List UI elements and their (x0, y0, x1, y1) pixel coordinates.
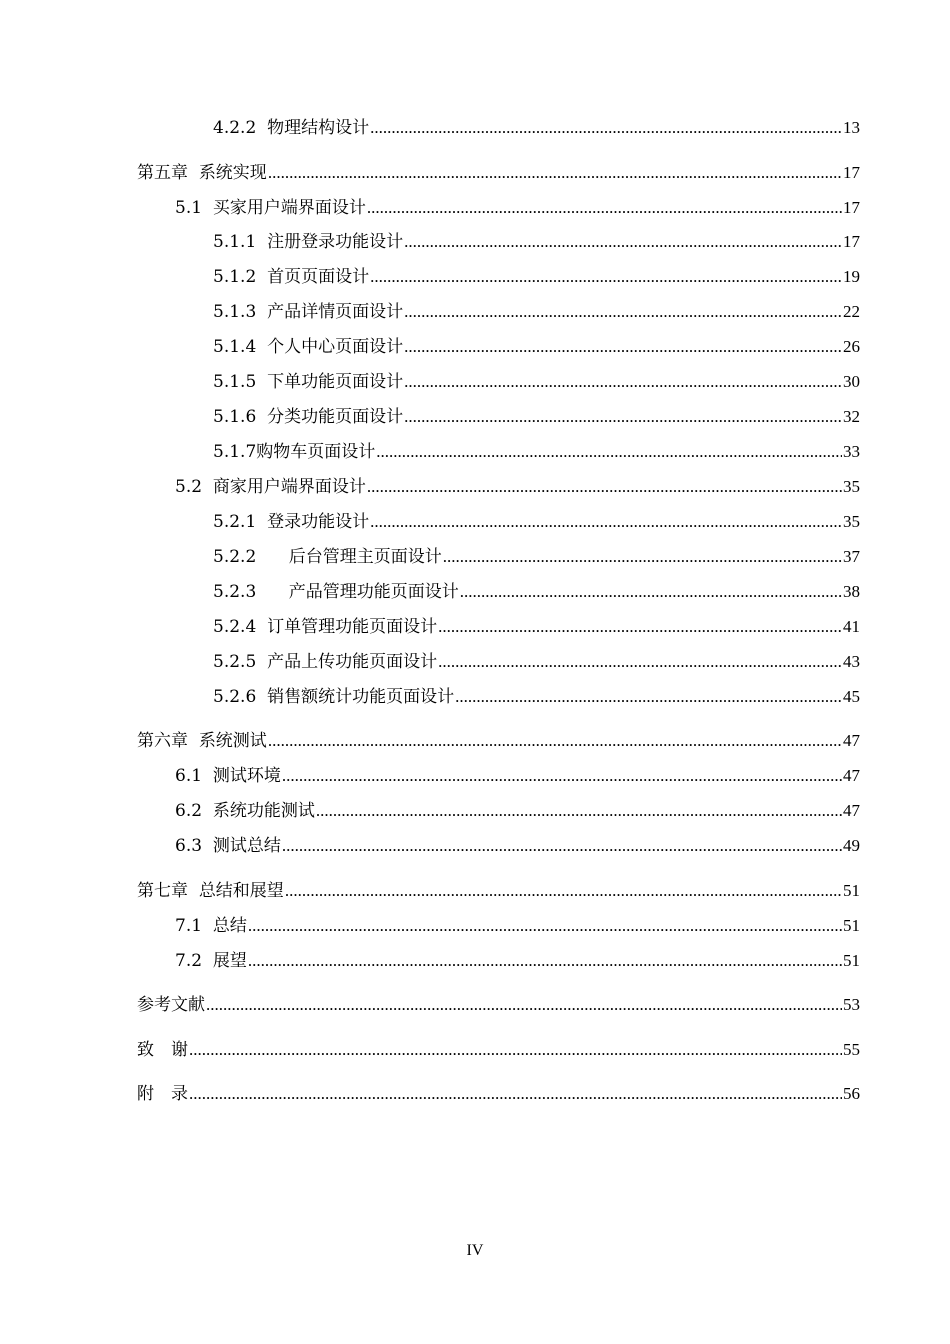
toc-dot-leader (206, 994, 842, 1016)
toc-entry-title: 商家用户端界面设计 (212, 477, 366, 497)
toc-entry-title: 买家用户端界面设计 (212, 198, 366, 218)
toc-entry-title: 附 录 (137, 1084, 188, 1104)
toc-entry-title: 系统测试 (198, 731, 267, 751)
toc-entry-separator (188, 162, 199, 184)
toc-dot-leader (404, 301, 842, 323)
toc-entry-number: 5.1.2 (213, 267, 257, 287)
toc-entry-separator (202, 915, 213, 937)
toc-entry-number: 6.3 (175, 836, 203, 856)
toc-entry-separator (256, 406, 267, 428)
toc-entry[interactable] (175, 800, 860, 822)
toc-entry[interactable] (213, 651, 860, 673)
toc-entry-number: 4.2.2 (213, 118, 257, 138)
toc-entry-title: 总结 (212, 916, 247, 936)
toc-entry-page: 17 (843, 198, 860, 217)
toc-dot-leader (189, 1083, 842, 1105)
toc-entry-separator (256, 511, 267, 533)
toc-entry-number: 第五章 (137, 163, 188, 183)
toc-entry-page: 13 (843, 118, 860, 137)
toc-entry-separator (256, 651, 267, 673)
toc-entry-page: 47 (843, 801, 860, 820)
toc-entry-number: 5.1.1 (213, 232, 257, 252)
toc-entry-page: 30 (843, 372, 860, 391)
toc-dot-leader (404, 231, 842, 253)
toc-entry-title: 订单管理功能页面设计 (267, 617, 438, 637)
toc-dot-leader (282, 835, 842, 857)
toc-dot-leader (443, 546, 842, 568)
toc-entry-separator (256, 301, 267, 323)
toc-entry[interactable] (175, 835, 860, 857)
toc-entry-title: 分类功能页面设计 (267, 407, 404, 427)
toc-entry[interactable] (213, 336, 860, 358)
toc-dot-leader (268, 730, 842, 752)
toc-entry-page: 32 (843, 407, 860, 426)
toc-entry-page: 47 (843, 766, 860, 785)
toc-entry[interactable] (137, 1083, 860, 1105)
toc-entry-separator (202, 950, 213, 972)
toc-entry-number: 6.1 (175, 766, 203, 786)
toc-dot-leader (376, 441, 842, 463)
toc-entry-page: 35 (843, 512, 860, 531)
toc-entry[interactable] (137, 162, 860, 184)
toc-entry[interactable] (213, 406, 860, 428)
toc-entry-number: 5.2.6 (213, 687, 257, 707)
toc-entry-page: 56 (843, 1084, 860, 1103)
toc-entry-number: 5.1.4 (213, 337, 257, 357)
toc-entry[interactable] (213, 686, 860, 708)
toc-dot-leader (248, 915, 842, 937)
toc-dot-leader (404, 406, 842, 428)
toc-entry-title: 系统实现 (198, 163, 267, 183)
toc-entry-number: 5.1.3 (213, 302, 257, 322)
toc-entry[interactable] (175, 950, 860, 972)
toc-entry-title: 参考文献 (137, 995, 205, 1015)
toc-entry-page: 37 (843, 547, 860, 566)
toc-dot-leader (367, 476, 842, 498)
toc-entry-separator (256, 616, 267, 638)
toc-entry-title: 展望 (212, 951, 247, 971)
toc-dot-leader (370, 117, 842, 139)
toc-entry[interactable] (213, 301, 860, 323)
toc-entry-title: 下单功能页面设计 (267, 372, 404, 392)
toc-dot-leader (370, 511, 842, 533)
toc-dot-leader (460, 581, 842, 603)
toc-dot-leader (268, 162, 842, 184)
toc-entry-number: 5.1.7 (213, 442, 257, 462)
toc-dot-leader (404, 371, 842, 393)
toc-entry-separator (188, 880, 199, 902)
toc-entry-separator (202, 476, 213, 498)
toc-entry[interactable] (175, 476, 860, 498)
toc-entry-number: 第七章 (137, 881, 188, 901)
toc-entry-page: 47 (843, 731, 860, 750)
toc-entry-title: 购物车页面设计 (256, 442, 376, 462)
toc-entry-page: 19 (843, 267, 860, 286)
toc-entry-page: 17 (843, 232, 860, 251)
page-number: IV (466, 1242, 484, 1259)
toc-entry-number: 5.2.2 (213, 547, 257, 567)
toc-entry-title: 产品详情页面设计 (267, 302, 404, 322)
toc-entry-page: 53 (843, 995, 860, 1014)
toc-entry-page: 51 (843, 881, 860, 900)
toc-dot-leader (282, 765, 842, 787)
toc-entry-separator (202, 765, 213, 787)
toc-entry-page: 38 (843, 582, 860, 601)
toc-entry-title: 产品管理功能页面设计 (288, 582, 459, 602)
toc-entry-title: 登录功能设计 (267, 512, 370, 532)
toc-entry-title: 致 谢 (137, 1040, 188, 1060)
toc-entry-number: 5.1.5 (213, 372, 257, 392)
toc-entry[interactable] (175, 765, 860, 787)
toc-entry[interactable] (213, 117, 860, 139)
toc-entry[interactable] (175, 197, 860, 219)
toc-entry-page: 33 (843, 442, 860, 461)
toc-entry-page: 51 (843, 916, 860, 935)
toc-entry-number: 7.2 (175, 951, 203, 971)
toc-entry[interactable] (213, 266, 860, 288)
toc-dot-leader (370, 266, 842, 288)
toc-entry-separator (256, 117, 267, 139)
toc-entry[interactable] (213, 616, 860, 638)
toc-entry-title: 物理结构设计 (267, 118, 370, 138)
toc-entry-separator (202, 800, 213, 822)
toc-entry[interactable] (137, 880, 860, 902)
toc-entry-number: 5.1 (175, 198, 203, 218)
toc-entry-separator (256, 686, 267, 708)
toc-entry[interactable] (137, 1039, 860, 1061)
toc-entry-page: 26 (843, 337, 860, 356)
toc-entry[interactable] (137, 730, 860, 752)
toc-entry[interactable] (213, 546, 860, 568)
toc-entry[interactable] (213, 441, 860, 463)
toc-entry-separator (188, 730, 199, 752)
toc-entry-separator (256, 336, 267, 358)
toc-entry-number: 5.2.5 (213, 652, 257, 672)
toc-dot-leader (438, 616, 842, 638)
toc-entry-number: 5.2.1 (213, 512, 257, 532)
toc-entry-number: 第六章 (137, 731, 188, 751)
toc-entry-separator (202, 835, 213, 857)
toc-entry[interactable] (213, 511, 860, 533)
toc-entry[interactable] (213, 371, 860, 393)
toc-entry-title: 系统功能测试 (212, 801, 315, 821)
toc-entry-page: 41 (843, 617, 860, 636)
toc-entry-title: 销售额统计功能页面设计 (267, 687, 455, 707)
toc-entry-page: 45 (843, 687, 860, 706)
toc-entry-page: 49 (843, 836, 860, 855)
toc-entry-page: 17 (843, 163, 860, 182)
toc-entry[interactable] (213, 581, 860, 603)
toc-entry-page: 22 (843, 302, 860, 321)
toc-entry[interactable] (175, 915, 860, 937)
toc-dot-leader (455, 686, 842, 708)
toc-entry-title: 个人中心页面设计 (267, 337, 404, 357)
toc-entry-number: 5.1.6 (213, 407, 257, 427)
toc-entry-number: 5.2 (175, 477, 203, 497)
toc-entry-page: 43 (843, 652, 860, 671)
toc-entry-title: 产品上传功能页面设计 (267, 652, 438, 672)
toc-dot-leader (404, 336, 842, 358)
toc-entry-separator (256, 371, 267, 393)
toc-entry-title: 测试环境 (212, 766, 281, 786)
toc-entry-title: 注册登录功能设计 (267, 232, 404, 252)
toc-entry-number: 5.2.3 (213, 582, 257, 602)
toc-entry[interactable] (137, 994, 860, 1016)
toc-entry-page: 51 (843, 951, 860, 970)
toc-entry-separator (202, 197, 213, 219)
toc-entry[interactable] (213, 231, 860, 253)
toc-entry-page: 55 (843, 1040, 860, 1059)
toc-entry-number: 7.1 (175, 916, 203, 936)
toc-dot-leader (189, 1039, 842, 1061)
toc-dot-leader (438, 651, 842, 673)
toc-entry-separator (256, 231, 267, 253)
toc-entry-title: 总结和展望 (198, 881, 284, 901)
toc-entry-number: 5.2.4 (213, 617, 257, 637)
toc-entry-number: 6.2 (175, 801, 203, 821)
toc-dot-leader (285, 880, 842, 902)
toc-entry-separator (256, 546, 288, 568)
toc-entry-page: 35 (843, 477, 860, 496)
toc-dot-leader (248, 950, 842, 972)
toc-entry-separator (256, 581, 288, 603)
toc-dot-leader (367, 197, 842, 219)
toc-entry-title: 首页页面设计 (267, 267, 370, 287)
toc-entry-title: 测试总结 (212, 836, 281, 856)
toc-entry-separator (256, 266, 267, 288)
toc-entry-title: 后台管理主页面设计 (288, 547, 442, 567)
toc-dot-leader (316, 800, 842, 822)
